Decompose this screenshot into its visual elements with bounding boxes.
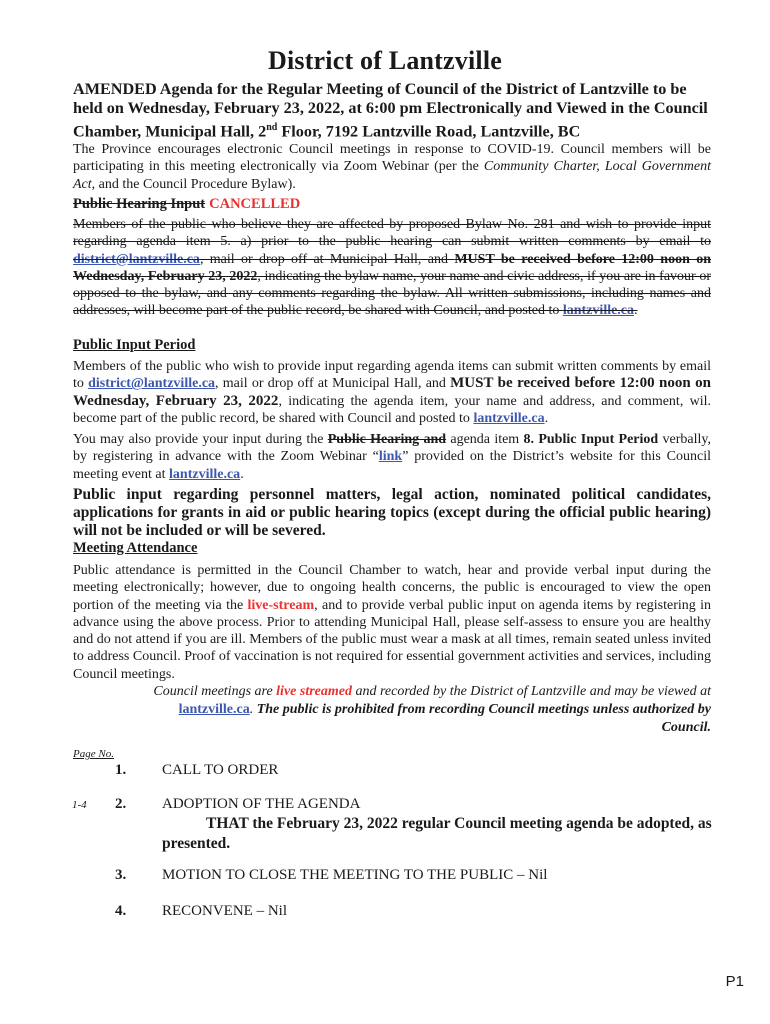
ph-email-link[interactable]: district@lantzville.ca <box>73 251 200 267</box>
agenda-item-number: 3. <box>115 867 127 883</box>
agenda-item-number: 4. <box>115 903 127 919</box>
pi-text-1: Members of the public who wish to provide input regarding agenda items can submit written comments by email to <box>73 359 711 392</box>
vi-text-2: agenda item <box>446 432 524 447</box>
ph-deadline: MUST be received before 12:00 noon on Wednesday, February 23, 2022 <box>73 251 711 284</box>
pi-text-4: , indicating the agenda item, your name and address, and comment, wil. become part of the public record, be shared with Council and posted to <box>73 393 711 426</box>
vi-strike: Public Hearing and <box>327 432 447 447</box>
page-no-label: Page No. <box>73 748 114 760</box>
intro-italic: Community Charter, Local Government Act <box>73 159 711 192</box>
cancelled-badge: CANCELLED <box>209 196 301 212</box>
meeting-attendance-heading: Meeting Attendance <box>73 540 198 556</box>
agenda-item-number: 1. <box>115 762 127 778</box>
cn-prohibited: The public is prohibited from recording Council meetings unless authorized by Council. <box>256 702 711 735</box>
intro-text-end: , and the Council Procedure Bylaw). <box>91 176 296 192</box>
public-hearing-heading <box>73 195 711 213</box>
cn-text-1: Council meetings are <box>153 684 277 699</box>
pi-text-2: , mail or drop off at Municipal Hall, and <box>215 376 451 392</box>
public-input-heading: Public Input Period <box>73 337 196 353</box>
att-text-2: , and to provide verbal public input on agenda items by registering in advance using the above process. Prior to attending Municipal Hall, please self-assess to ensure you are healthy and do not attend if you are ill. Members of the public must wear a mask at all times, remain seated unless invited to address Council. Proof of vaccination is not required for essential government activities and services, including Council meetings. <box>73 597 712 682</box>
agenda-item-page: 1-4 <box>72 799 87 811</box>
agenda-item-title: RECONVENE – Nil <box>162 903 287 919</box>
intro-text: The Province encourages electronic Council meetings in response to COVID-19. Council members will be participating in this meeting electronically via Zoom Webinar (per the <box>73 142 711 175</box>
page-mark: P1 <box>725 973 744 990</box>
subtitle-sup: nd <box>266 122 278 133</box>
zoom-link[interactable]: link <box>378 449 403 465</box>
attendance-paragraph <box>73 562 711 683</box>
intro-paragraph <box>73 141 711 193</box>
council-note <box>150 683 711 737</box>
pi-deadline: MUST be received before 12:00 noon on Wednesday, February 23, 2022 <box>73 375 712 409</box>
ph-site-link[interactable]: lantzville.ca <box>562 303 635 319</box>
vi-site-link[interactable]: lantzville.ca <box>169 466 241 482</box>
agenda-item-title: CALL TO ORDER <box>162 762 279 778</box>
pi-site-link[interactable]: lantzville.ca <box>473 410 545 426</box>
pi-text-5: . <box>544 410 549 426</box>
live-streamed-link[interactable]: live streamed <box>276 684 352 699</box>
public-hearing-title: Public Hearing Input <box>73 196 206 212</box>
vi-item: 8. Public Input Period <box>523 432 659 447</box>
ph-text-4: , indicating the bylaw name, your name and civic address, if you are in favour or opposed to the bylaw, and any comments regarding the bylaw. All written submissions, including names and addresses, will become part of the public record, be shared with Council, and posted to <box>73 268 711 319</box>
agenda-motion <box>162 814 722 854</box>
cn-text-3: . <box>249 702 257 717</box>
live-stream-link[interactable]: live-stream <box>247 597 315 613</box>
pi-email-link[interactable]: district@lantzville.ca <box>88 376 216 392</box>
vi-text-4: verbally, by registering in advance with the Zoom Webinar “ <box>73 432 711 465</box>
vi-text-6: . <box>240 466 244 482</box>
ph-text-5: . <box>634 303 638 319</box>
subtitle-text-end: Floor, 7192 Lantzville Road, Lantzville, BC <box>277 122 581 141</box>
vi-text-1: You may also provide your input during the <box>73 432 328 447</box>
public-hearing-paragraph <box>73 216 711 320</box>
vi-text-5: ” provided on the District’s website for this Council meeting event at <box>73 449 711 482</box>
ph-text-1: Members of the public who believe they are affected by proposed Bylaw No. 281 and wish to provide input regarding agenda item 5. a) prior to the public hearing can submit written comments by email to <box>73 217 711 250</box>
meeting-subtitle <box>73 80 711 141</box>
subtitle-text: AMENDED Agenda for the Regular Meeting of Council of the District of Lantzville to be held on Wednesday, February 23, 2022, at 6:00 pm Electronically and Viewed in the Council Chamber, Municipal Hall, 2 <box>73 80 708 141</box>
att-text-1: Public attendance is permitted in the Council Chamber to watch, hear and provide verbal input during the meeting electronically; however, due to ongoing health concerns, the public is encouraged to view the open portion of the meeting via the <box>73 563 711 613</box>
agenda-item-number: 2. <box>115 796 127 812</box>
public-input-paragraph <box>73 358 711 427</box>
public-input-warning: Public input regarding personnel matters, legal action, nominated political candidates, applications for grants in aid or public hearing topics (except during the official public hearing) will not be included or will be severed. <box>73 486 711 539</box>
cn-site-link[interactable]: lantzville.ca <box>178 702 250 717</box>
verbal-input-paragraph <box>73 431 711 483</box>
agenda-item-title: MOTION TO CLOSE THE MEETING TO THE PUBLIC – Nil <box>162 867 548 883</box>
motion-text: THAT the February 23, 2022 regular Council meeting agenda be adopted, as presented. <box>162 815 712 852</box>
document-title: District of Lantzville <box>267 46 502 75</box>
cn-text-2: and recorded by the District of Lantzville and may be viewed at <box>351 684 711 699</box>
ph-text-2: , mail or drop off at Municipal Hall, and <box>199 251 455 267</box>
agenda-item-title: ADOPTION OF THE AGENDA <box>162 796 361 812</box>
